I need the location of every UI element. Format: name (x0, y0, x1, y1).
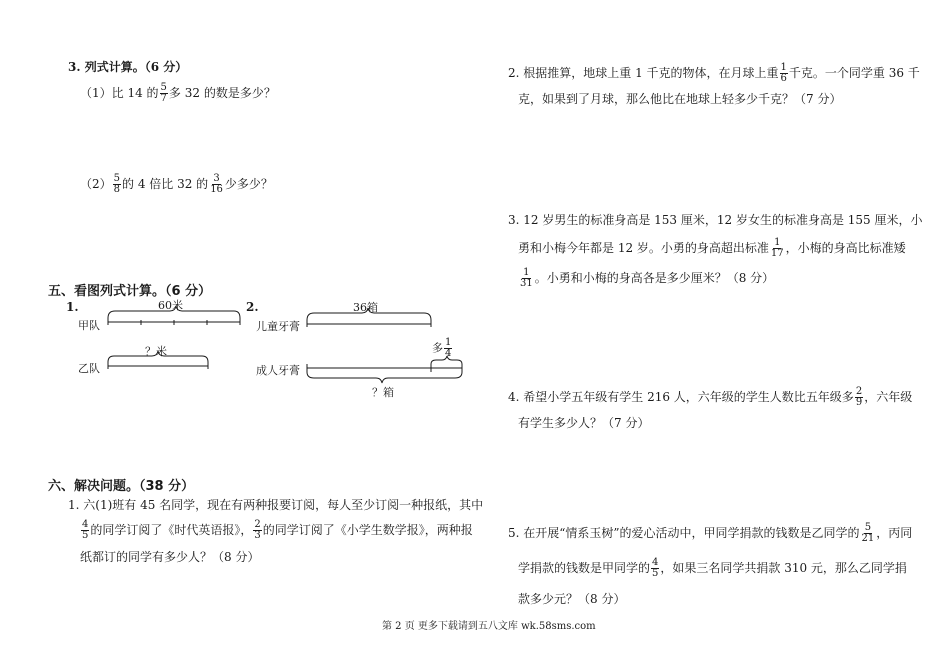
right-q3-line3: $\frac{1}{31}$ 。小勇和小梅的身高各是多少厘米？（8 分） (520, 267, 775, 289)
right-q5-line2: 学捐款的钱数是甲同学的 $\frac{4}{5}$ ，如果三名同学共捐款 310 元，那么乙同学捐 (518, 557, 907, 579)
right-q5-line1: 5. 在开展“情系玉树”的爱心活动中，甲同学捐款的钱数是乙同学的 $\frac{5}{21}$ ，丙同 (508, 522, 913, 544)
right-q4-line1: 4. 希望小学五年级有学生 216 人，六年级的学生人数比五年级多 $\frac{2}{9}$ ，六年级 (508, 386, 913, 408)
fig2-row2-label: 成人牙膏 (256, 364, 300, 377)
fig1-total-label: 60米 (158, 299, 183, 312)
section5-title: 五、看图列式计算。（6 分） (48, 284, 212, 299)
fig1-brace-bottom (108, 351, 208, 362)
left-q3-title: 3. 列式计算。（6 分） (68, 60, 188, 74)
page-footer: 第 2 页 更多下载请到五八文库 wk.58sms.com (382, 621, 596, 632)
s6-q1-line3: 纸都订的同学有多少人？（8 分） (80, 550, 260, 564)
s6-q1-line2: $\frac{4}{5}$ 的同学订阅了《时代英语报》， $\frac{2}{3}$ 的同学订阅了《小学生数学报》，两种报 (82, 519, 473, 541)
right-q5-line3: 款多少元？（8 分） (518, 592, 626, 606)
left-q3-sub1: （1）比 14 的 $\frac{5}{7}$ 多 32 的数是多少？ (80, 82, 276, 104)
fraction: $\frac{5}{7}$ (160, 82, 167, 104)
section6-title: 六、解决问题。（38 分） (48, 479, 195, 494)
fig1-brace-top (108, 306, 240, 318)
fig1-row2-label: 乙队 (78, 362, 100, 375)
fig2-brace-bottom (307, 372, 462, 383)
right-q2-line2: 克，如果到了月球，那么他比在地球上轻多少千克？（7 分） (518, 92, 842, 106)
right-q3-line1: 3. 12 岁男生的标准身高是 153 厘米，12 岁女生的标准身高是 155 厘米，小 (508, 213, 923, 227)
fig1-number: 1. (66, 300, 79, 314)
fig2-more-label: 多 $\frac{1}{4}$ (432, 337, 452, 359)
fig2-question-label: ？箱 (372, 386, 394, 399)
right-q4-line2: 有学生多少人？（7 分） (518, 416, 650, 430)
fig2-total-label: 36箱 (353, 301, 378, 314)
left-q3-sub2: （2） $\frac{5}{8}$ 的 4 倍比 32 的 $\frac{3}{16}$ 少多少？ (80, 173, 273, 195)
fig1-row1-label: 甲队 (78, 319, 100, 332)
right-q3-line2: 勇和小梅今年都是 12 岁。小勇的身高超出标准 $\frac{1}{17}$ ，小梅的身高比标准矮 (518, 237, 906, 259)
fig2-number: 2. (246, 300, 259, 314)
s6-q1-line1: 1. 六(1)班有 45 名同学，现在有两种报要订阅，每人至少订阅一种报纸，其中 (68, 498, 484, 512)
fig1-question-label: ？米 (145, 345, 167, 358)
fig2-row1-label: 儿童牙膏 (256, 320, 300, 333)
right-q2-line1: 2. 根据推算，地球上重 1 千克的物体，在月球上重 $\frac{1}{6}$ 千克。一个同学重 36 千 (508, 62, 920, 84)
